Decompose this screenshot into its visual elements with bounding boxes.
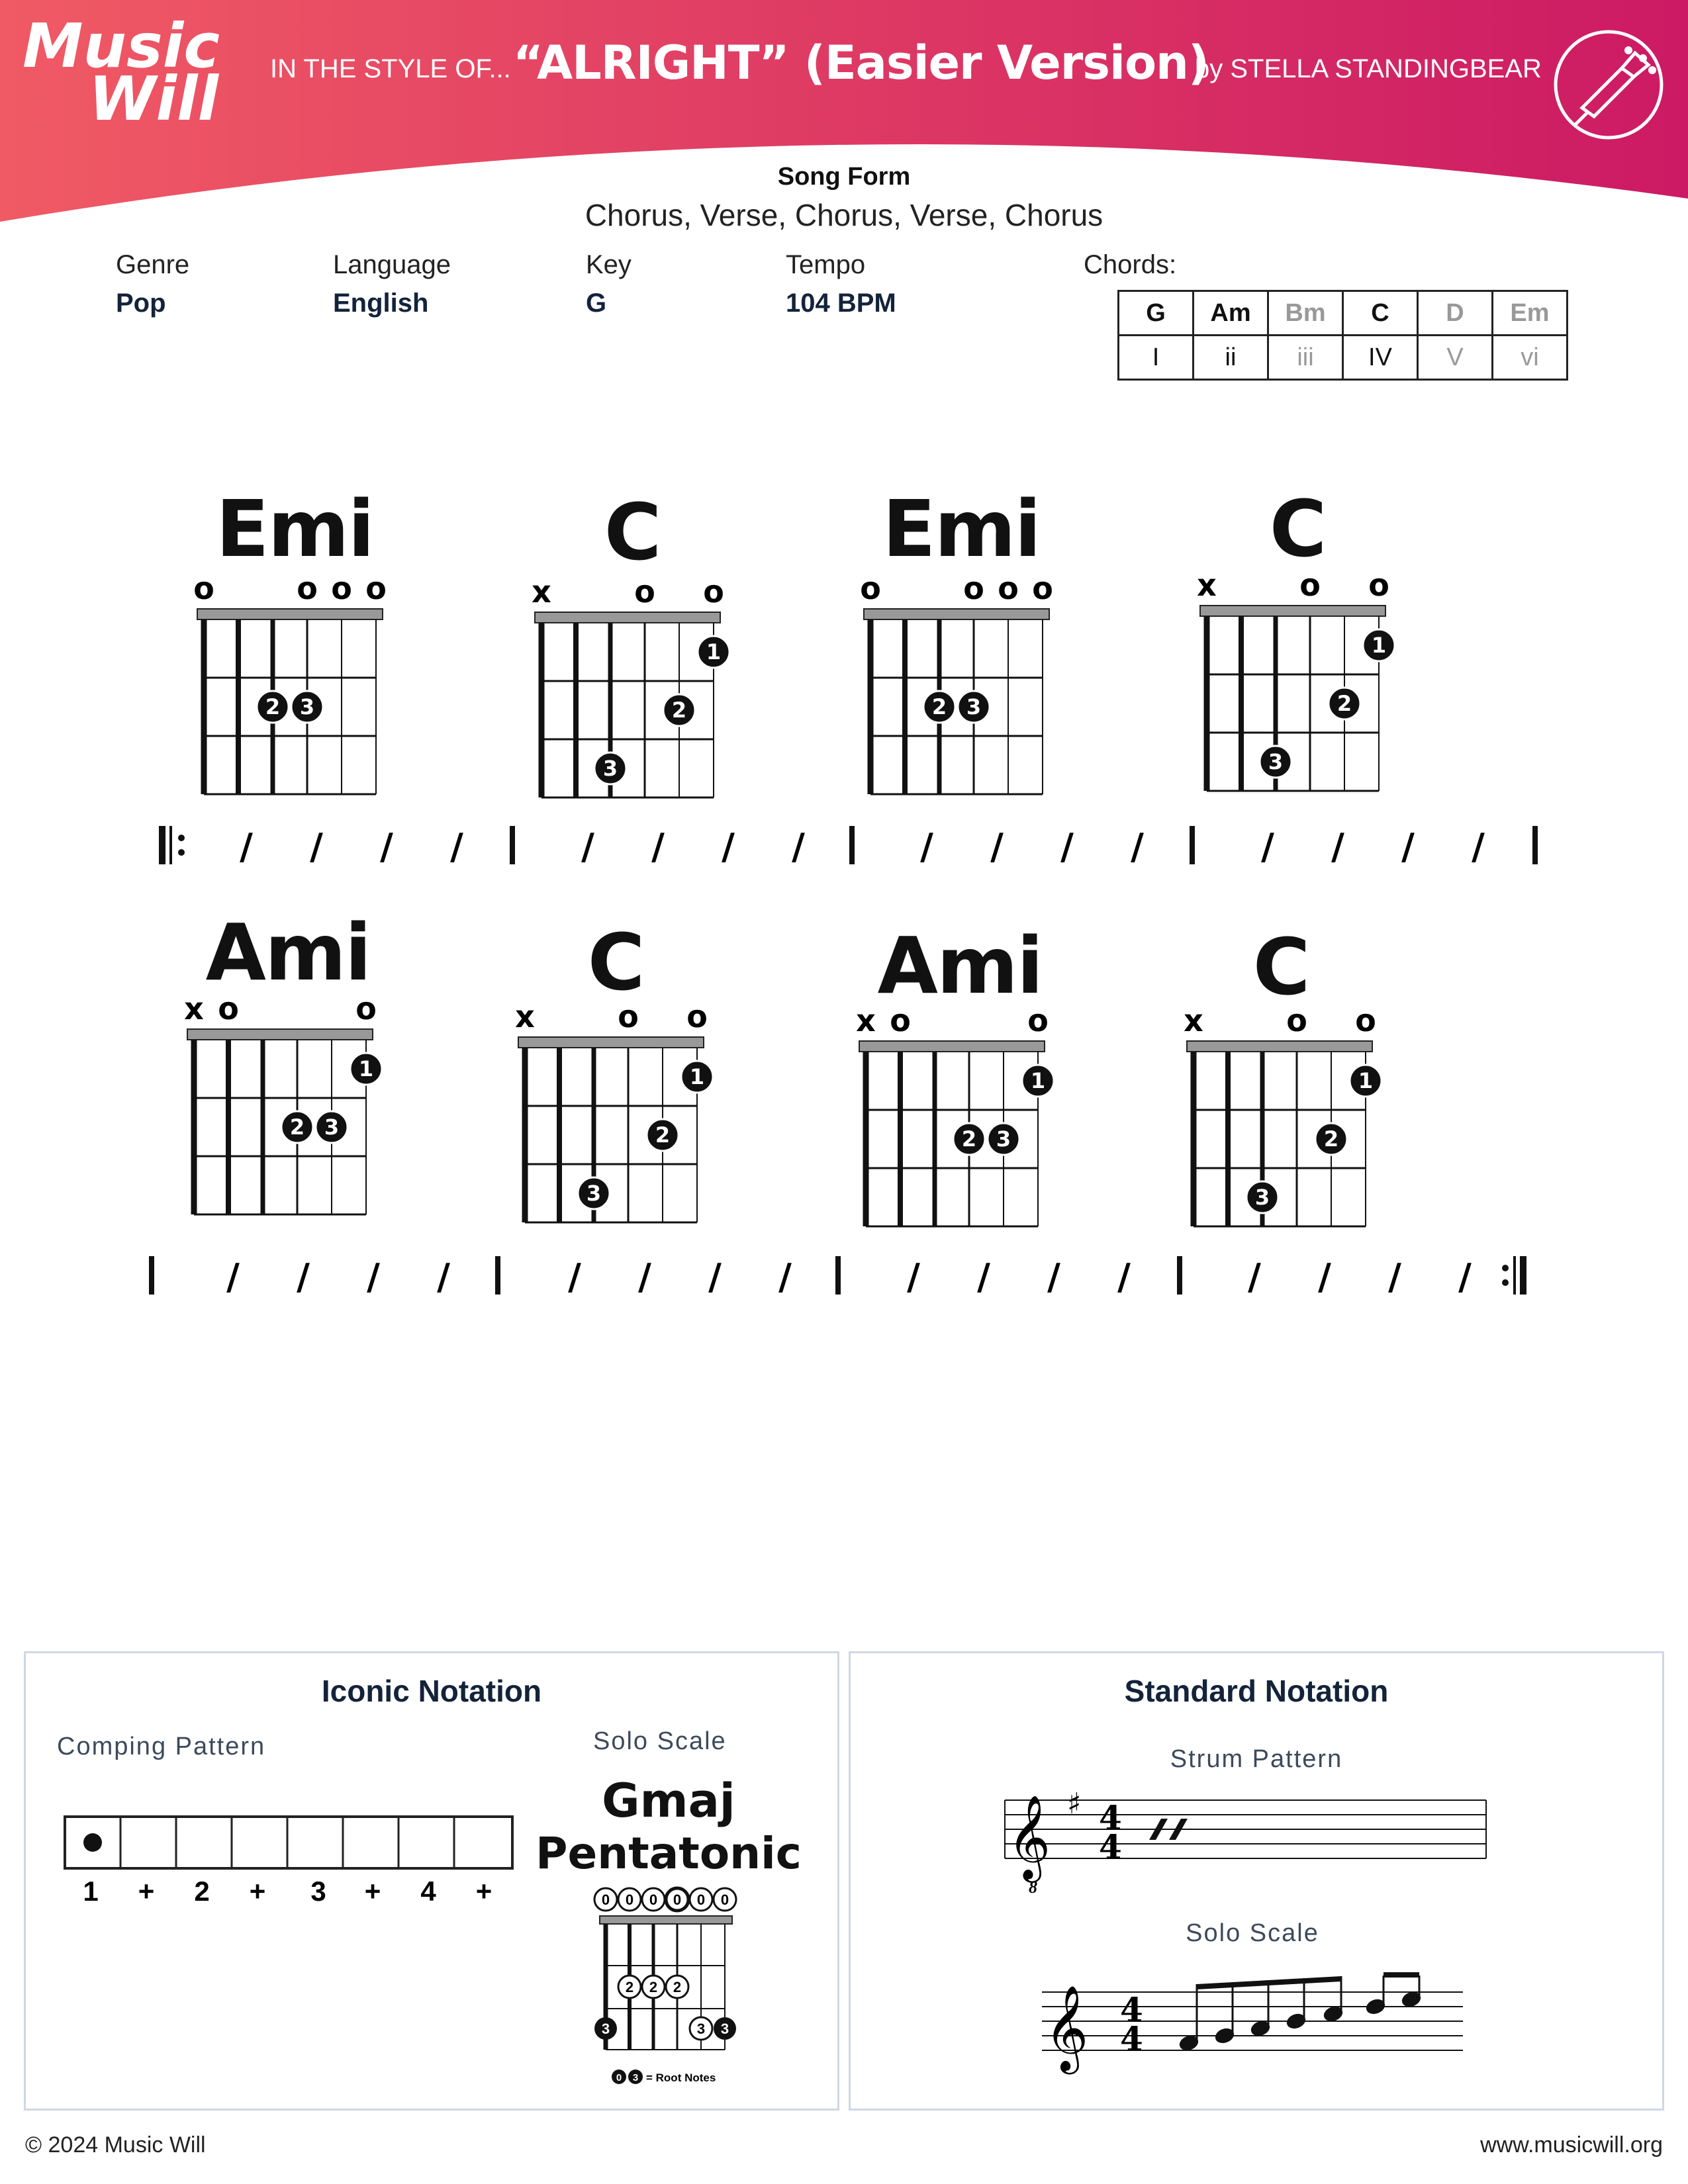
nut (197, 609, 383, 619)
open-string-marker: o (1355, 1005, 1376, 1038)
scale-diagram (589, 1883, 748, 2095)
barline (835, 1256, 841, 1295)
scale-name-line-2: Pentatonic (536, 1828, 802, 1879)
open-string-marker: o (331, 572, 352, 606)
numeral-cell: V (1418, 336, 1493, 380)
brand-logo (23, 11, 220, 134)
iconic-notation-title: Iconic Notation (321, 1674, 542, 1708)
time-signature-top: 4 (1099, 1798, 1122, 1837)
finger-number: 1 (1358, 1068, 1374, 1093)
open-string-marker: o (860, 572, 881, 606)
finger-number: 1 (1371, 633, 1387, 658)
song-form-value: Chorus, Verse, Chorus, Verse, Chorus (585, 198, 1103, 232)
count-label: + (364, 1876, 381, 1907)
rhythm-slash: / (380, 826, 393, 868)
language-label: Language (333, 250, 451, 279)
chord-names-row (1119, 291, 1568, 336)
sharp-icon: ♯ (1067, 1787, 1082, 1821)
rhythm-slash: / (367, 1256, 380, 1298)
finger-number: 3 (324, 1115, 340, 1140)
muted-string-marker: x (184, 993, 204, 1026)
numeral-cell: iii (1268, 336, 1343, 380)
count-label: + (249, 1876, 266, 1907)
muted-string-marker: x (532, 576, 551, 610)
open-string-marker: o (890, 1005, 911, 1038)
finger-number: 2 (1323, 1126, 1339, 1152)
rhythm-line-1 (0, 821, 1688, 874)
barline (495, 1256, 500, 1295)
barline (1532, 826, 1538, 864)
time-signature-bottom: 4 (1120, 2019, 1143, 2058)
comping-pattern-grid (63, 1815, 520, 1927)
chord-cell: Em (1493, 291, 1568, 336)
rhythm-slash: / (1047, 1256, 1060, 1298)
numeral-cell: vi (1493, 336, 1568, 380)
muted-string-marker: x (515, 1001, 535, 1034)
nut (859, 1041, 1045, 1052)
strum-pattern-label: Strum Pattern (1170, 1745, 1343, 1773)
rhythm-slash: / (1388, 1256, 1401, 1298)
barline (149, 1256, 154, 1295)
barline (1177, 1256, 1182, 1295)
finger-number: 3 (1268, 749, 1284, 774)
language-value: English (333, 289, 429, 318)
rhythm-slash: / (638, 1256, 651, 1298)
finger-number: 3 (586, 1181, 602, 1206)
key-label: Key (586, 250, 632, 279)
open-marker: 0 (625, 1891, 634, 1908)
artist-name: by STELLA STANDINGBEAR (1195, 54, 1542, 83)
rhythm-slash: / (568, 1256, 581, 1298)
chord-name: Ami (205, 907, 371, 998)
rhythm-slash: / (1060, 826, 1074, 868)
open-string-marker: o (365, 572, 387, 606)
rhythm-slash: / (297, 1256, 310, 1298)
finger-number: 2 (961, 1126, 977, 1152)
count-label: + (138, 1876, 155, 1907)
nut (518, 1037, 704, 1048)
chord-name: C (604, 486, 661, 578)
barline (1190, 826, 1195, 864)
finger-number: 1 (1030, 1068, 1046, 1093)
open-root-marker: 0 (673, 1891, 682, 1908)
chord-diagram (859, 572, 1064, 811)
genre-value: Pop (116, 289, 166, 318)
svg-text:0: 0 (616, 2072, 622, 2083)
scale-note: 2 (673, 1979, 682, 1995)
open-string-marker: o (998, 572, 1019, 606)
open-string-marker: o (1286, 1005, 1307, 1038)
muted-string-marker: x (856, 1005, 876, 1038)
repeat-end (1502, 1256, 1526, 1295)
treble-clef-icon: 𝄞 (1045, 1985, 1089, 2071)
open-string-marker: o (1299, 569, 1321, 603)
rhythm-slash: / (977, 1256, 990, 1298)
nut (187, 1029, 373, 1040)
barline (510, 826, 515, 864)
chord-diagram (1182, 1005, 1387, 1243)
rhythm-slash: / (651, 826, 665, 868)
rhythm-slash: / (310, 826, 323, 868)
root-notes-label: = Root Notes (646, 2071, 716, 2084)
open-string-marker: o (703, 576, 724, 610)
muted-string-marker: x (1197, 569, 1217, 603)
open-marker: 0 (601, 1891, 610, 1908)
chord-cell: Bm (1268, 291, 1343, 336)
finger-number: 3 (1254, 1185, 1270, 1210)
rhythm-slash: / (1261, 826, 1274, 868)
open-string-marker: o (355, 993, 377, 1026)
count-label: 3 (310, 1876, 326, 1907)
chords-label: Chords: (1084, 250, 1177, 279)
open-string-marker: o (686, 1001, 708, 1034)
finger-number: 2 (931, 694, 947, 719)
count-label: 4 (420, 1876, 436, 1907)
genre-label: Genre (116, 250, 190, 279)
finger-number: 3 (966, 694, 982, 719)
rhythm-slash: / (1248, 1256, 1261, 1298)
rhythm-slash: / (1472, 826, 1485, 868)
scale-note: 2 (649, 1979, 658, 1995)
open-string-marker: o (1032, 572, 1053, 606)
finger-number: 2 (655, 1122, 671, 1148)
chord-diagram (1195, 569, 1400, 807)
open-marker: 0 (696, 1891, 706, 1908)
chord-cell: Am (1194, 291, 1268, 336)
nut (864, 609, 1049, 619)
numeral-cell: IV (1343, 336, 1418, 380)
open-string-marker: o (1368, 569, 1389, 603)
brand-line-1: Music (23, 11, 220, 81)
rhythm-slash: / (1117, 1256, 1131, 1298)
svg-text:3: 3 (632, 2072, 639, 2083)
chord-name: Emi (882, 483, 1040, 574)
finger-number: 2 (671, 698, 687, 723)
root-note: 3 (720, 2021, 729, 2037)
website-link[interactable]: www.musicwill.org (1480, 2132, 1663, 2158)
muted-string-marker: x (1184, 1005, 1203, 1038)
barline (849, 826, 855, 864)
rhythm-slash: / (1401, 826, 1415, 868)
in-style-of: IN THE STYLE OF... (270, 54, 511, 83)
open-string-markers (594, 1888, 736, 1911)
finger-number: 3 (602, 756, 618, 781)
chord-function-table (1117, 290, 1568, 381)
count-label: + (475, 1876, 492, 1907)
chord-cell: D (1418, 291, 1493, 336)
open-string-marker: o (1027, 1005, 1049, 1038)
rhythm-line-2 (0, 1251, 1688, 1304)
root-note: 3 (601, 2021, 610, 2037)
strum-hit-icon (83, 1833, 102, 1852)
copyright: © 2024 Music Will (25, 2132, 206, 2158)
chord-cell: G (1119, 291, 1194, 336)
nut (1200, 606, 1385, 616)
chord-diagram (854, 1005, 1059, 1243)
treble-clef-icon: 𝄞 (1008, 1794, 1051, 1879)
chord-name: Ami (877, 920, 1043, 1011)
finger-number: 1 (358, 1056, 374, 1081)
chord-diagram (530, 576, 735, 814)
open-string-marker: o (634, 576, 655, 610)
count-label: 1 (83, 1876, 99, 1907)
rhythm-slash: / (240, 826, 253, 868)
strum-pattern-staff (993, 1774, 1496, 1906)
song-form-label: Song Form (777, 163, 911, 191)
root-notes-legend (612, 2070, 716, 2084)
chord-diagram (192, 572, 397, 811)
rhythm-slash: / (1318, 1256, 1331, 1298)
open-string-marker: o (963, 572, 984, 606)
standard-notation-title: Standard Notation (1124, 1674, 1389, 1708)
finger-number: 2 (265, 694, 281, 719)
time-signature-top: 4 (1120, 1990, 1143, 2029)
numeral-cell: I (1119, 336, 1194, 380)
open-string-marker: o (618, 1001, 639, 1034)
tempo-value: 104 BPM (786, 289, 896, 318)
rhythm-slash: / (437, 1256, 450, 1298)
rhythm-slash: / (990, 826, 1004, 868)
finger-number: 3 (996, 1126, 1011, 1152)
finger-number: 2 (1336, 691, 1352, 716)
rhythm-slash: / (722, 826, 735, 868)
nut (535, 612, 720, 623)
rhythm-slash: / (1131, 826, 1144, 868)
comping-pattern-label: Comping Pattern (57, 1733, 266, 1760)
scale-name-line-1: Gmaj (602, 1774, 735, 1828)
solo-scale-staff (1033, 1946, 1470, 2098)
chord-diagram (513, 1001, 718, 1239)
rhythm-slash: / (581, 826, 594, 868)
standard-solo-scale-label: Solo Scale (1186, 1919, 1319, 1947)
rhythm-slash: / (1331, 826, 1344, 868)
scale-notes (1178, 1972, 1422, 2052)
rhythm-slash: / (708, 1256, 722, 1298)
open-string-marker: o (297, 572, 318, 606)
chord-name: C (1269, 483, 1326, 574)
open-string-marker: o (218, 993, 239, 1026)
scale-note: 3 (696, 2021, 706, 2037)
chord-name: Emi (215, 483, 373, 574)
octave-marker: 8 (1029, 1878, 1037, 1897)
chord-name: C (1252, 921, 1309, 1013)
finger-number: 3 (299, 694, 315, 719)
finger-number: 1 (706, 639, 722, 664)
scale-note: 2 (625, 1979, 634, 1995)
tempo-label: Tempo (786, 250, 866, 279)
repeat-start (159, 826, 185, 864)
open-marker: 0 (649, 1891, 658, 1908)
header-banner (0, 0, 1688, 225)
count-label: 2 (194, 1876, 210, 1907)
rhythm-slash: / (450, 826, 463, 868)
song-title: “ALRIGHT” (Easier Version) (513, 36, 1209, 90)
chord-diagram (182, 993, 387, 1231)
open-marker: 0 (720, 1891, 729, 1908)
time-signature-bottom: 4 (1099, 1827, 1122, 1866)
nut (1187, 1041, 1372, 1052)
rhythm-slash: / (792, 826, 805, 868)
chord-numerals-row (1119, 336, 1568, 380)
rhythm-slash: / (226, 1256, 240, 1298)
rhythm-slash: / (1458, 1256, 1472, 1298)
chord-name: C (587, 917, 644, 1008)
finger-number: 2 (289, 1115, 305, 1140)
finger-number: 1 (689, 1064, 705, 1089)
numeral-cell: ii (1194, 336, 1268, 380)
solo-scale-label: Solo Scale (593, 1727, 727, 1755)
chord-cell: C (1343, 291, 1418, 336)
key-value: G (586, 289, 607, 318)
brand-line-2: Will (89, 64, 219, 134)
open-string-marker: o (193, 572, 214, 606)
rhythm-slash: / (907, 1256, 920, 1298)
rhythm-slash: / (920, 826, 933, 868)
rhythm-slash: / (778, 1256, 792, 1298)
